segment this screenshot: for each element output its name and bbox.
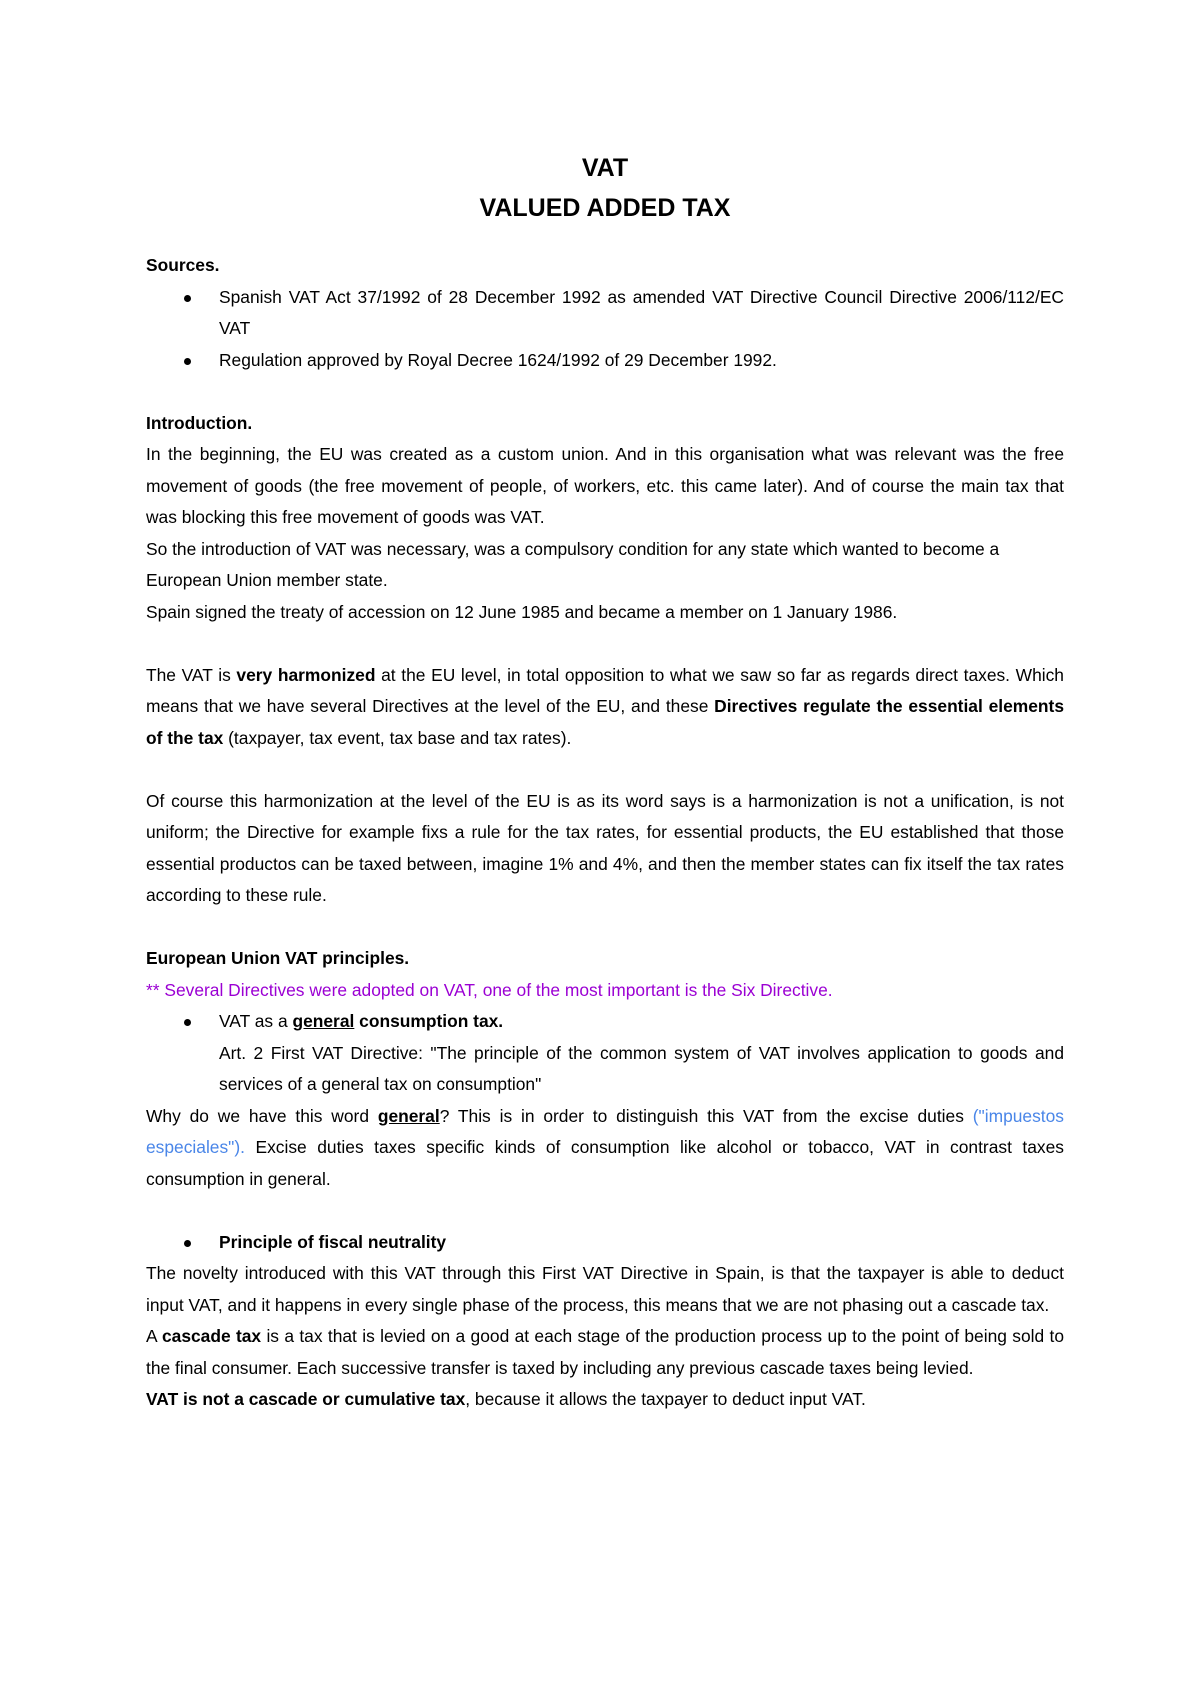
paragraph-why-general [146, 1101, 1064, 1196]
text-run: VAT as a [219, 1011, 293, 1031]
paragraph-cascade [146, 1321, 1064, 1384]
list-item [146, 1006, 1064, 1038]
sources-heading: Sources. [146, 255, 220, 275]
text-run: Why do we have this word [146, 1105, 378, 1126]
directives-note: ** Several Directives were adopted on VAT, one of the most important is the Six Directive. [146, 979, 833, 1000]
text-run: at the EU level, in total opposition to what we saw so far as regards direct taxes. Which means that we have several Directives at the level of the EU, and these [146, 664, 1064, 716]
emphasis-text: VAT is not a cascade or cumulative tax [146, 1389, 466, 1409]
title-line-1: VAT [581, 154, 629, 182]
spanish-term: ("impuestos especiales"). [146, 1105, 1064, 1157]
underlined-term: general [377, 1105, 440, 1126]
text-run: Excise duties taxes specific kinds of consumption like alcohol or tobacco, VAT in contrast taxes consumption in general. [146, 1137, 1064, 1189]
sources-item-text: Spanish VAT Act 37/1992 of 28 December 1992 as amended VAT Directive Council Directive 2006/112/EC VAT [219, 286, 1064, 338]
emphasis-text: consumption tax. [354, 1011, 504, 1031]
list-item [146, 345, 1064, 377]
principles-list [146, 1006, 1064, 1038]
text-run: The VAT is [146, 664, 237, 685]
title-line-2: VALUED ADDED TAX [479, 194, 731, 222]
paragraph: Of course this harmonization at the level of the EU is as its word says is a harmonization is not a unification, is not uniform; the Directive for example fixs a rule for the tax rates, for essential products, the EU established that those essential productos can be taxed between, imagine 1% and 4%, and then the member states can fix itself the tax rates according to these rule. [146, 790, 1064, 905]
paragraph-harmonized [146, 660, 1064, 755]
principles-heading: European Union VAT principles. [146, 948, 410, 968]
text-run: , because it allows the taxpayer to deduct input VAT. [465, 1389, 866, 1409]
bullet-icon [184, 1019, 191, 1026]
text-run: is a tax that is levied on a good at each stage of the production process up to the point of being sold to the final consumer. Each successive transfer is taxed by including any previous cascade taxes being levied. [146, 1326, 1064, 1378]
emphasis-text: Directives regulate the essential elements of the tax [146, 696, 1064, 748]
paragraph: The novelty introduced with this VAT through this First VAT Directive in Spain, is that the taxpayer is able to deduct input VAT, and it happens in every single phase of the process, this means that we are not phasing out a cascade tax. [146, 1263, 1064, 1315]
paragraph-not-cascade [146, 1384, 1064, 1416]
bullet-icon [184, 358, 191, 365]
text-run: A [146, 1326, 162, 1346]
introduction-heading: Introduction. [146, 412, 253, 433]
neutrality-list [146, 1227, 1064, 1259]
underlined-term: general [292, 1011, 355, 1031]
emphasis-text: very harmonized [236, 664, 376, 685]
bullet-icon [184, 1240, 191, 1247]
paragraph: In the beginning, the EU was created as a custom union. And in this organisation what was relevant was the free movement of goods (the free movement of people, of workers, etc. this came later). And of course the main tax that was blocking this free movement of goods was VAT. [146, 444, 1064, 527]
document-body [146, 140, 1064, 1416]
neutrality-heading: Principle of fiscal neutrality [219, 1231, 447, 1252]
emphasis-text: cascade tax [161, 1326, 262, 1346]
sources-item-text: Regulation approved by Royal Decree 1624/1992 of 29 December 1992. [219, 349, 777, 370]
text-run: ? This is in order to distinguish this VAT from the excise duties [439, 1105, 973, 1126]
text-run: (taxpayer, tax event, tax base and tax rates). [223, 727, 572, 748]
list-item [146, 282, 1064, 345]
art2-quote: Art. 2 First VAT Directive: "The principle of the common system of VAT involves application to goods and services of a general tax on consumption" [219, 1042, 1064, 1094]
bullet-icon [184, 295, 191, 302]
sources-list [146, 282, 1064, 377]
paragraph: Spain signed the treaty of accession on 12 June 1985 and became a member on 1 January 1986. [146, 601, 898, 622]
list-item [146, 1227, 1064, 1259]
paragraph: So the introduction of VAT was necessary, was a compulsory condition for any state which wanted to become a European Union member state. [146, 538, 1000, 590]
